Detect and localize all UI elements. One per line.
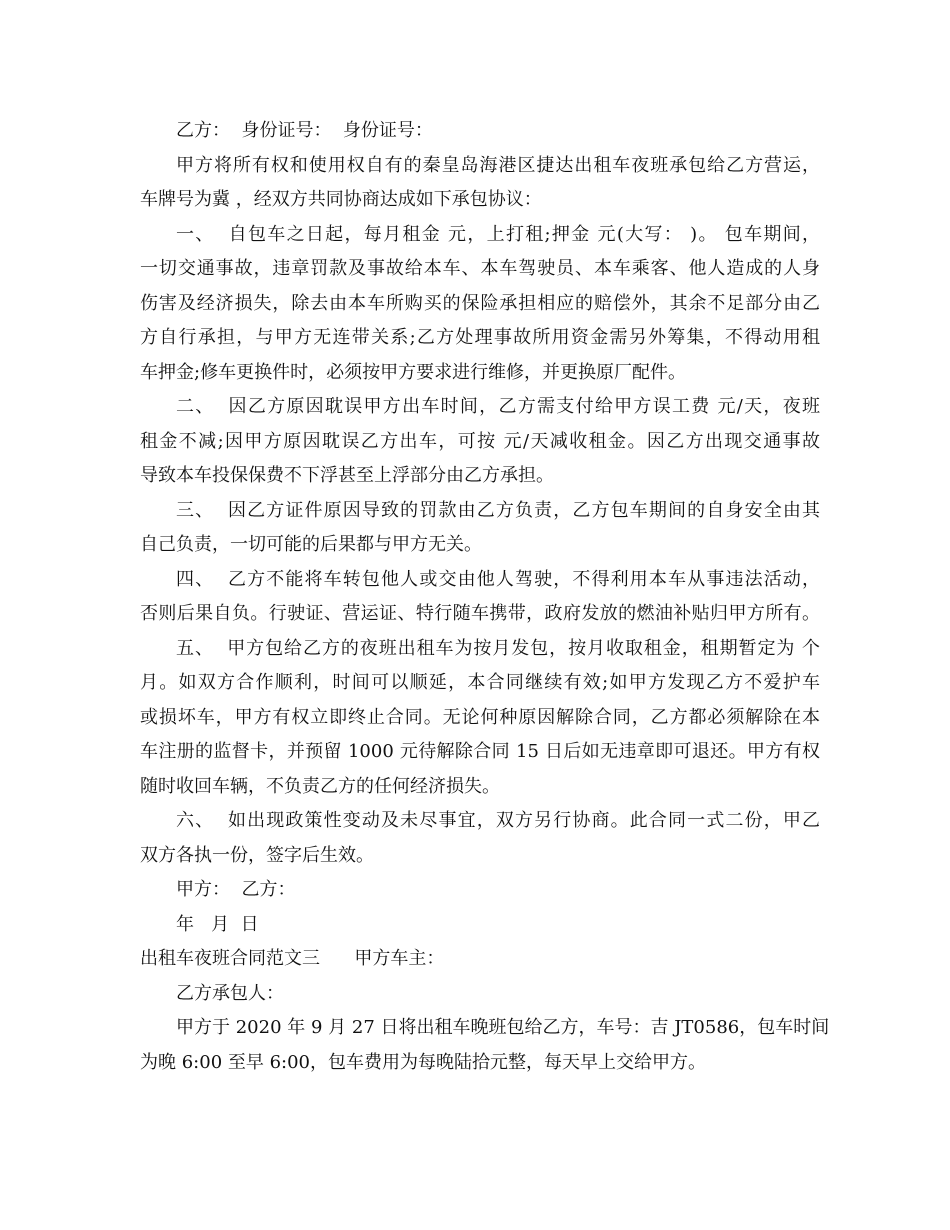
clause-1-line: 一切交通事故，违章罚款及事故给本车、本车驾驶员、本车乘客、他人造成的人身 <box>140 258 820 279</box>
clause-5-line: 五、 甲方包给乙方的夜班出租车为按月发包，按月收取租金，租期暂定为 个 <box>176 637 820 659</box>
paragraph-line: 甲方于 2020 年 9 月 27 日将出租车晚班包给乙方，车号：吉 JT0586，包车时间 <box>176 1017 830 1038</box>
clause-5-line: 随时收回车辆，不负责乙方的任何经济损失。 <box>140 775 500 797</box>
clause-4-line: 四、 乙方不能将车转包他人或交由他人驾驶，不得利用本车从事违法活动， <box>176 568 820 590</box>
clause-2-line: 租金不减;因甲方原因耽误乙方出车，可按 元/天减收租金。因乙方出现交通事故 <box>140 430 820 452</box>
clause-1-line: 伤害及经济损失，除去由本车所购买的保险承担相应的赔偿外，其余不足部分由乙 <box>140 292 820 314</box>
clause-1-line: 车押金;修车更换件时，必须按甲方要求进行维修，并更换原厂配件。 <box>140 361 687 383</box>
document-body <box>140 114 830 1080</box>
clause-2-line: 导致本车投保保费不下浮甚至上浮部分由乙方承担。 <box>140 465 554 486</box>
clause-5-line: 车注册的监督卡，并预留 1000 元待解除合同 15 日后如无违章即可退还。甲方有权 <box>140 741 820 762</box>
party-b-id-line: 乙方： 身份证号： 身份证号： <box>176 120 433 141</box>
signature-line: 甲方： 乙方： <box>176 879 296 900</box>
paragraph-line: 甲方将所有权和使用权自有的秦皇岛海港区捷达出租车夜班承包给乙方营运， <box>176 154 820 176</box>
clause-5-line: 或损坏车，甲方有权立即终止合同。无论何种原因解除合同，乙方都必须解除在本 <box>140 706 820 728</box>
contractor-line: 乙方承包人： <box>176 982 284 1004</box>
clause-6-line: 六、 如出现政策性变动及未尽事宜，双方另行协商。此合同一式二份，甲乙 <box>176 810 820 831</box>
clause-2-line: 二、 因乙方原因耽误甲方出车时间，乙方需支付给甲方误工费 元/天，夜班 <box>176 396 820 417</box>
clause-1-line: 方自行承担，与甲方无连带关系;乙方处理事故所用资金需另外筹集，不得动用租 <box>140 327 820 348</box>
clause-5-line: 月。如双方合作顺利，时间可以顺延，本合同继续有效;如甲方发现乙方不爱护车 <box>140 672 820 693</box>
section-title-line: 出租车夜班合同范文三 甲方车主： <box>140 948 445 969</box>
clause-6-line: 双方各执一份，签字后生效。 <box>140 844 374 866</box>
clause-1-line: 一、 自包车之日起，每月租金 元，上打租;押金 元(大写： )。 包车期间， <box>176 223 820 245</box>
clause-3-line: 三、 因乙方证件原因导致的罚款由乙方负责，乙方包车期间的自身安全由其 <box>176 499 820 521</box>
paragraph-line: 车牌号为冀 ，经双方共同协商达成如下承包协议： <box>140 189 542 210</box>
clause-4-line: 否则后果自负。行驶证、营运证、特行随车携带，政府发放的燃油补贴归甲方所有。 <box>140 603 820 624</box>
clause-3-line: 自己负责，一切可能的后果都与甲方无关。 <box>140 534 482 555</box>
paragraph-line: 为晚 6:00 至早 6:00，包车费用为每晚陆拾元整，每天早上交给甲方。 <box>140 1051 707 1073</box>
date-line: 年 月 日 <box>176 913 259 935</box>
